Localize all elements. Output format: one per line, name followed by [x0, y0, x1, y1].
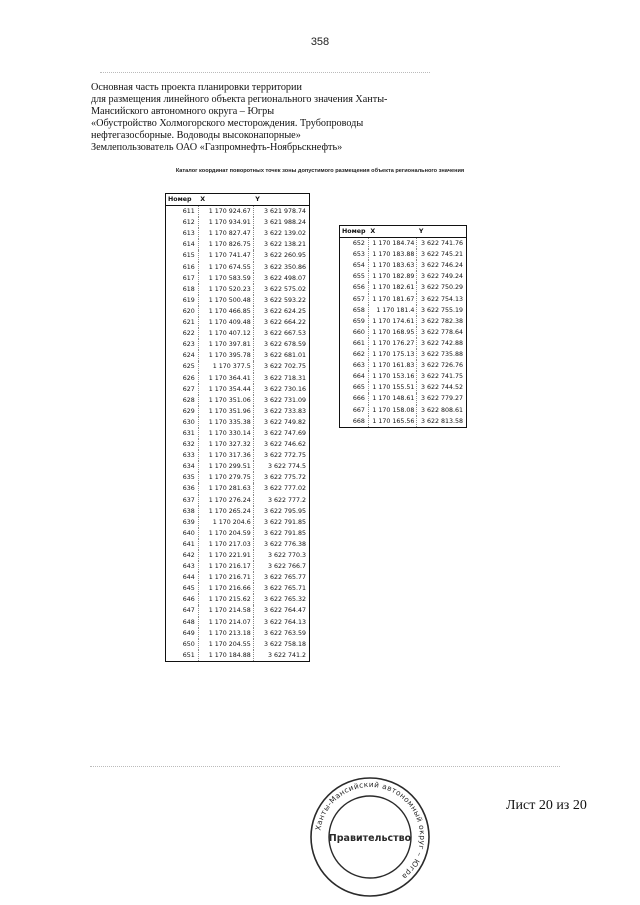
cell-y: 3 622 139.02 — [253, 228, 309, 239]
cell-x: 1 170 183.88 — [368, 249, 417, 260]
cell-y: 3 622 746.62 — [253, 439, 309, 450]
cell-number: 626 — [182, 374, 195, 382]
cell-x: 1 170 204.55 — [198, 639, 253, 650]
table-row — [166, 284, 310, 295]
cell-x: 1 170 826.75 — [198, 239, 253, 250]
cell-number: 616 — [182, 263, 195, 271]
seal-center-text: Правительство — [328, 833, 412, 844]
cell-number: 659 — [352, 317, 365, 325]
cell-x: 1 170 183.63 — [368, 260, 417, 271]
page-number: 358 — [310, 36, 330, 48]
cell-y: 3 622 782.38 — [417, 316, 467, 327]
cell-number: 661 — [352, 339, 365, 347]
table-row — [166, 384, 310, 395]
header-line: Основная часть проекта планировки территории — [91, 82, 302, 93]
cell-x: 1 170 158.08 — [368, 405, 417, 416]
cell-number: 652 — [352, 240, 365, 248]
cell-y: 3 622 765.32 — [253, 594, 309, 605]
cell-x: 1 170 214.58 — [198, 605, 253, 616]
table-row — [166, 483, 310, 494]
cell-x: 1 170 204.6 — [198, 517, 253, 528]
cell-number: 664 — [352, 373, 365, 381]
table-row — [166, 417, 310, 428]
cell-number: 640 — [182, 529, 195, 537]
cell-y: 3 622 808.61 — [417, 405, 467, 416]
column-header-number: Номер — [340, 226, 369, 238]
cell-y: 3 622 764.13 — [253, 617, 309, 628]
cell-x: 1 170 409.48 — [198, 317, 253, 328]
table-row — [166, 395, 310, 406]
cell-number: 629 — [182, 407, 195, 415]
cell-x: 1 170 364.41 — [198, 373, 253, 384]
table-row — [166, 239, 310, 250]
cell-y: 3 622 746.24 — [417, 260, 467, 271]
table-row — [166, 295, 310, 306]
cell-x: 1 170 216.71 — [198, 572, 253, 583]
cell-number: 642 — [182, 552, 195, 559]
table-row — [340, 282, 467, 293]
cell-y: 3 622 742.88 — [417, 338, 467, 349]
cell-number: 647 — [182, 607, 195, 615]
cell-y: 3 622 575.02 — [253, 284, 309, 295]
cell-number: 646 — [182, 596, 195, 604]
cell-x: 1 170 330.14 — [198, 428, 253, 439]
cell-y: 3 622 350.86 — [253, 262, 309, 273]
table-row — [340, 371, 467, 382]
cell-x: 1 170 583.59 — [198, 273, 253, 284]
header-line: «Обустройство Холмогорского месторождения. Трубопроводы — [91, 118, 364, 130]
cell-number: 612 — [182, 219, 195, 227]
column-header-y: Y — [417, 226, 467, 238]
table-row — [166, 339, 310, 350]
table-row — [340, 382, 467, 393]
cell-x: 1 170 182.89 — [368, 271, 417, 282]
cell-x: 1 170 221.91 — [198, 550, 253, 561]
cell-x: 1 170 204.59 — [198, 528, 253, 539]
table-row — [166, 628, 310, 639]
cell-number: 619 — [182, 296, 195, 304]
cell-y: 3 622 741.76 — [417, 238, 467, 250]
cell-y: 3 622 718.31 — [253, 373, 309, 384]
cell-number: 611 — [182, 208, 195, 216]
cell-x: 1 170 175.13 — [368, 349, 417, 360]
cell-x: 1 170 299.51 — [198, 461, 253, 472]
cell-y: 3 622 664.22 — [253, 317, 309, 328]
cell-number: 638 — [182, 507, 195, 515]
cell-x: 1 170 181.4 — [368, 305, 417, 316]
table-row — [166, 306, 310, 317]
table-row — [340, 294, 467, 305]
table-row — [340, 338, 467, 349]
cell-number: 635 — [182, 474, 195, 482]
table-row — [166, 639, 310, 650]
cell-y: 3 622 765.77 — [253, 572, 309, 583]
cell-number: 667 — [352, 406, 365, 414]
cell-y: 3 622 667.53 — [253, 328, 309, 339]
cell-number: 634 — [182, 463, 195, 471]
table-row — [166, 605, 310, 616]
table-row — [340, 249, 467, 260]
table-row — [340, 393, 467, 404]
cell-number: 666 — [352, 395, 365, 403]
cell-x: 1 170 327.32 — [198, 439, 253, 450]
cell-number: 645 — [182, 585, 195, 593]
table-row — [166, 361, 310, 372]
header-line: для размещения линейного объекта регионального значения Ханты- — [91, 94, 388, 106]
table-row — [166, 617, 310, 628]
table-row — [166, 273, 310, 284]
cell-y: 3 622 733.83 — [253, 406, 309, 417]
table-row — [166, 472, 310, 483]
cell-y: 3 622 770.3 — [253, 550, 309, 561]
cell-y: 3 622 763.59 — [253, 628, 309, 639]
cell-number: 653 — [352, 251, 365, 259]
catalog-title: Каталог координат поворотных точек зоны допустимого размещения объекта регионального значения — [175, 168, 465, 174]
cell-number: 617 — [182, 274, 195, 282]
cell-x: 1 170 214.07 — [198, 617, 253, 628]
cell-x: 1 170 148.61 — [368, 393, 417, 404]
table-row — [340, 405, 467, 416]
cell-x: 1 170 395.78 — [198, 350, 253, 361]
cell-y: 3 622 766.7 — [253, 561, 309, 572]
table-row — [166, 206, 310, 218]
cell-number: 651 — [182, 651, 195, 659]
cell-number: 623 — [182, 341, 195, 349]
cell-y: 3 622 779.27 — [417, 393, 467, 404]
cell-y: 3 622 755.19 — [417, 305, 467, 316]
cell-y: 3 622 765.71 — [253, 583, 309, 594]
cell-y: 3 622 758.18 — [253, 639, 309, 650]
cell-number: 662 — [352, 351, 365, 359]
table-row — [340, 271, 467, 282]
table-row — [166, 506, 310, 517]
table-row — [166, 528, 310, 539]
cell-x: 1 170 317.36 — [198, 450, 253, 461]
column-header-number: Номер — [166, 194, 199, 206]
cell-x: 1 170 276.24 — [198, 495, 253, 506]
cell-y: 3 622 777.02 — [253, 483, 309, 494]
cell-x: 1 170 407.12 — [198, 328, 253, 339]
table-row — [166, 406, 310, 417]
cell-y: 3 621 988.24 — [253, 217, 309, 228]
cell-y: 3 622 735.88 — [417, 349, 467, 360]
cell-y: 3 622 813.58 — [417, 416, 467, 428]
cell-number: 654 — [352, 262, 365, 270]
cell-x: 1 170 520.23 — [198, 284, 253, 295]
table-row — [166, 561, 310, 572]
cell-y: 3 622 726.76 — [417, 360, 467, 371]
table-row — [166, 328, 310, 339]
table-row — [166, 350, 310, 361]
cell-number: 657 — [352, 295, 365, 303]
column-header-x: X — [368, 226, 417, 238]
cell-x: 1 170 184.74 — [368, 238, 417, 250]
cell-number: 630 — [182, 418, 195, 426]
government-seal — [300, 775, 440, 900]
cell-y: 3 622 795.95 — [253, 506, 309, 517]
table-row — [166, 217, 310, 228]
table-row — [166, 461, 310, 472]
cell-x: 1 170 176.27 — [368, 338, 417, 349]
cell-x: 1 170 335.38 — [198, 417, 253, 428]
cell-y: 3 622 678.59 — [253, 339, 309, 350]
cell-y: 3 622 749.82 — [253, 417, 309, 428]
table-row — [166, 583, 310, 594]
cell-x: 1 170 265.24 — [198, 506, 253, 517]
cell-y: 3 622 772.75 — [253, 450, 309, 461]
cell-number: 649 — [182, 629, 195, 637]
table-row — [340, 416, 467, 428]
cell-x: 1 170 165.56 — [368, 416, 417, 428]
cell-x: 1 170 168.95 — [368, 327, 417, 338]
cell-y: 3 622 702.75 — [253, 361, 309, 372]
cell-y: 3 622 624.25 — [253, 306, 309, 317]
cell-number: 650 — [182, 640, 195, 648]
cell-number: 618 — [182, 285, 195, 293]
cell-y: 3 622 749.24 — [417, 271, 467, 282]
cell-y: 3 622 791.85 — [253, 528, 309, 539]
cell-number: 613 — [182, 230, 195, 238]
cell-y: 3 622 730.16 — [253, 384, 309, 395]
cell-x: 1 170 377.5 — [198, 361, 253, 372]
cell-y: 3 622 731.09 — [253, 395, 309, 406]
cell-x: 1 170 351.96 — [198, 406, 253, 417]
table-row — [340, 305, 467, 316]
cell-y: 3 622 777.2 — [253, 495, 309, 506]
scan-artifact-line — [100, 72, 430, 73]
sheet-label: Лист 20 из 20 — [506, 798, 587, 813]
cell-number: 665 — [352, 384, 365, 392]
coordinates-table-left — [165, 193, 310, 662]
table-row — [166, 228, 310, 239]
cell-number: 648 — [182, 618, 195, 626]
cell-number: 663 — [352, 362, 365, 370]
cell-x: 1 170 181.67 — [368, 294, 417, 305]
table-body — [166, 206, 310, 662]
table-row — [166, 373, 310, 384]
table-row — [166, 517, 310, 528]
cell-x: 1 170 924.67 — [198, 206, 253, 218]
cell-x: 1 170 215.62 — [198, 594, 253, 605]
cell-y: 3 622 776.38 — [253, 539, 309, 550]
cell-y: 3 622 791.85 — [253, 517, 309, 528]
cell-x: 1 170 155.51 — [368, 382, 417, 393]
cell-y: 3 622 741.75 — [417, 371, 467, 382]
cell-y: 3 622 138.21 — [253, 239, 309, 250]
cell-x: 1 170 279.75 — [198, 472, 253, 483]
table-row — [340, 360, 467, 371]
cell-x: 1 170 281.63 — [198, 483, 253, 494]
cell-x: 1 170 184.88 — [198, 650, 253, 662]
cell-y: 3 622 681.01 — [253, 350, 309, 361]
cell-x: 1 170 216.17 — [198, 561, 253, 572]
cell-x: 1 170 216.66 — [198, 583, 253, 594]
table-row — [166, 439, 310, 450]
seal-ring-text: Ханты-Мансийский автономный округ – Югра — [313, 779, 428, 882]
cell-y: 3 622 750.29 — [417, 282, 467, 293]
cell-number: 614 — [182, 241, 195, 249]
table-row — [340, 349, 467, 360]
cell-number: 628 — [182, 396, 195, 404]
table-row — [166, 594, 310, 605]
table-row — [340, 238, 467, 250]
cell-x: 1 170 934.91 — [198, 217, 253, 228]
cell-y: 3 622 498.07 — [253, 273, 309, 284]
cell-x: 1 170 354.44 — [198, 384, 253, 395]
cell-number: 641 — [182, 540, 195, 548]
cell-x: 1 170 182.61 — [368, 282, 417, 293]
table-row — [166, 250, 310, 261]
cell-number: 631 — [182, 429, 195, 437]
table-header-row — [340, 226, 467, 238]
cell-number: 655 — [352, 273, 365, 281]
cell-number: 622 — [182, 330, 195, 338]
table-row — [166, 317, 310, 328]
cell-number: 637 — [182, 496, 195, 504]
cell-y: 3 622 744.52 — [417, 382, 467, 393]
table-row — [166, 650, 310, 662]
cell-number: 658 — [352, 306, 365, 314]
table-row — [166, 450, 310, 461]
cell-x: 1 170 153.16 — [368, 371, 417, 382]
column-header-x: X — [198, 194, 253, 206]
table-row — [340, 260, 467, 271]
cell-x: 1 170 466.85 — [198, 306, 253, 317]
header-line: Землепользователь ОАО «Газпромнефть-Ноябрьскнефть» — [91, 142, 343, 154]
table-header-row — [166, 194, 310, 206]
header-line: Мансийского автономного округа – Югры — [91, 106, 275, 118]
scan-artifact-line — [90, 766, 560, 767]
cell-y: 3 622 747.69 — [253, 428, 309, 439]
cell-x: 1 170 351.06 — [198, 395, 253, 406]
cell-x: 1 170 741.47 — [198, 250, 253, 261]
table-body — [340, 238, 467, 428]
cell-x: 1 170 397.81 — [198, 339, 253, 350]
header-line: нефтегазосборные. Водоводы высоконапорные» — [91, 130, 301, 142]
table-row — [340, 327, 467, 338]
cell-x: 1 170 174.61 — [368, 316, 417, 327]
cell-y: 3 621 978.74 — [253, 206, 309, 218]
cell-x: 1 170 217.03 — [198, 539, 253, 550]
cell-x: 1 170 827.47 — [198, 228, 253, 239]
table-row — [166, 539, 310, 550]
document-header — [91, 82, 421, 155]
cell-number: 644 — [182, 574, 195, 582]
cell-number: 624 — [182, 352, 195, 360]
cell-y: 3 622 745.21 — [417, 249, 467, 260]
table-row — [166, 572, 310, 583]
table-row — [166, 550, 310, 561]
table-row — [166, 495, 310, 506]
cell-number: 615 — [182, 252, 195, 260]
cell-number: 621 — [182, 319, 195, 327]
cell-number: 636 — [182, 485, 195, 493]
cell-y: 3 622 775.72 — [253, 472, 309, 483]
cell-number: 627 — [182, 385, 195, 393]
column-header-y: Y — [253, 194, 309, 206]
cell-x: 1 170 674.55 — [198, 262, 253, 273]
cell-x: 1 170 161.83 — [368, 360, 417, 371]
cell-y: 3 622 741.2 — [253, 650, 309, 662]
cell-y: 3 622 593.22 — [253, 295, 309, 306]
cell-number: 633 — [182, 452, 195, 460]
table-row — [340, 316, 467, 327]
cell-y: 3 622 260.95 — [253, 250, 309, 261]
cell-x: 1 170 500.48 — [198, 295, 253, 306]
cell-number: 632 — [182, 441, 195, 449]
cell-number: 625 — [182, 363, 195, 371]
cell-number: 639 — [182, 518, 195, 526]
cell-number: 656 — [352, 284, 365, 292]
coordinates-table-right — [339, 225, 467, 428]
table-row — [166, 428, 310, 439]
cell-y: 3 622 764.47 — [253, 605, 309, 616]
cell-number: 620 — [182, 307, 195, 315]
cell-number: 660 — [352, 328, 365, 336]
cell-number: 668 — [352, 417, 365, 425]
cell-y: 3 622 774.5 — [253, 461, 309, 472]
table-row — [166, 262, 310, 273]
cell-x: 1 170 213.18 — [198, 628, 253, 639]
cell-y: 3 622 778.64 — [417, 327, 467, 338]
cell-number: 643 — [182, 563, 195, 571]
cell-y: 3 622 754.13 — [417, 294, 467, 305]
